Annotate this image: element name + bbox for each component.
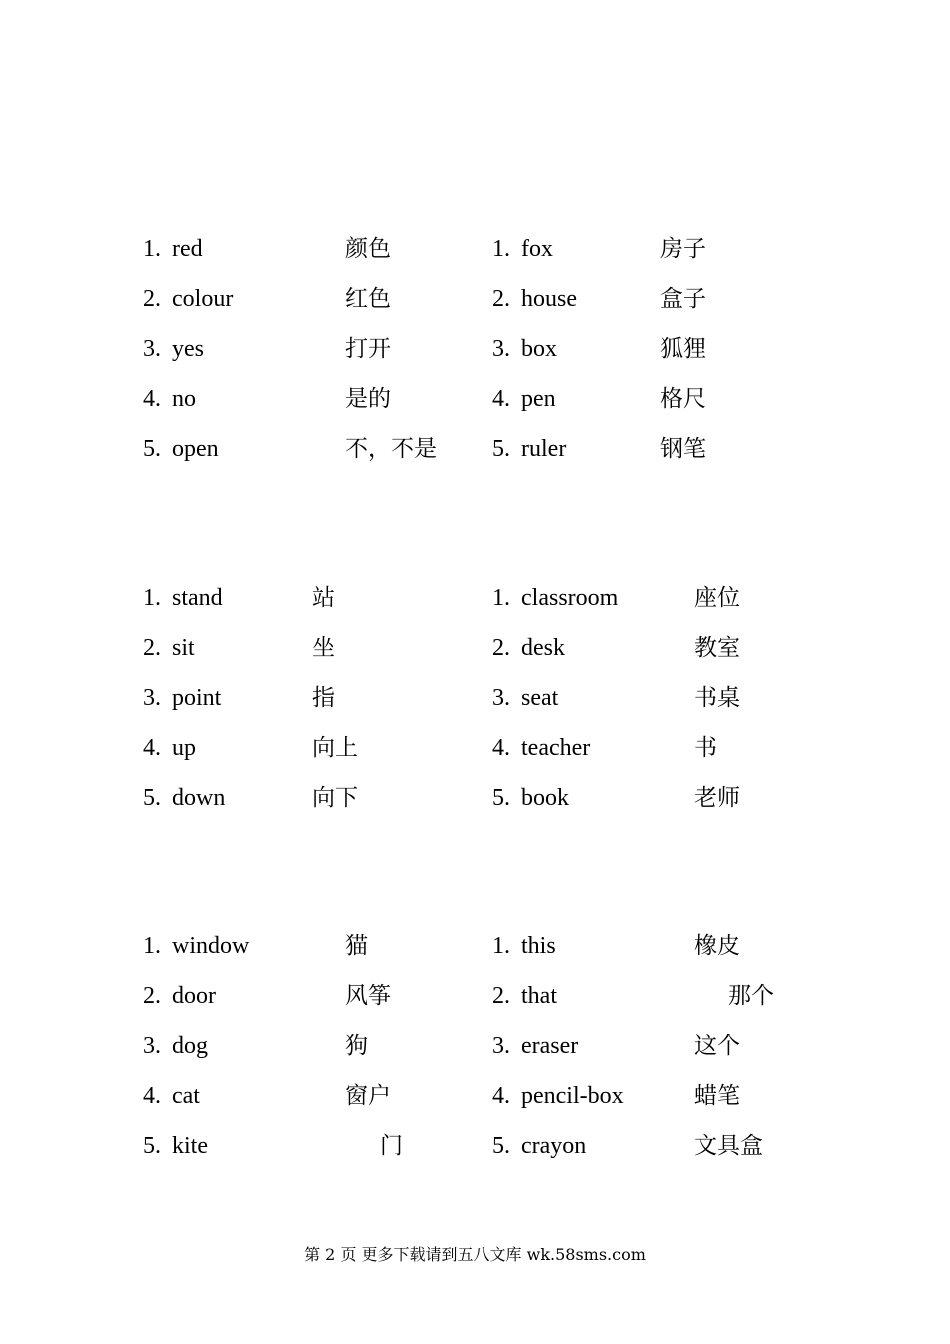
english-word: house bbox=[521, 286, 577, 312]
item-number: 4. bbox=[143, 1083, 161, 1109]
chinese-meaning: 教室 bbox=[694, 635, 740, 661]
chinese-meaning: 盒子 bbox=[660, 286, 706, 312]
chinese-meaning: 这个 bbox=[694, 1033, 740, 1059]
chinese-meaning: 狗 bbox=[345, 1033, 368, 1059]
chinese-meaning: 不，不是 bbox=[345, 436, 437, 462]
chinese-meaning: 那个 bbox=[728, 983, 774, 1009]
english-word: up bbox=[172, 735, 196, 761]
item-number: 5. bbox=[492, 436, 510, 462]
english-word: colour bbox=[172, 286, 234, 312]
item-number: 1. bbox=[143, 933, 161, 959]
english-word: teacher bbox=[521, 735, 591, 761]
english-word: yes bbox=[172, 336, 204, 362]
item-number: 4. bbox=[143, 386, 161, 412]
english-word: down bbox=[172, 785, 226, 811]
item-number: 1. bbox=[492, 933, 510, 959]
english-word: seat bbox=[521, 685, 559, 711]
item-number: 1. bbox=[143, 236, 161, 262]
chinese-meaning: 老师 bbox=[694, 785, 740, 811]
english-word: open bbox=[172, 436, 219, 462]
item-number: 4. bbox=[143, 735, 161, 761]
chinese-meaning: 门 bbox=[380, 1133, 403, 1159]
item-number: 1. bbox=[492, 585, 510, 611]
chinese-meaning: 是的 bbox=[345, 386, 391, 412]
english-word: door bbox=[172, 983, 216, 1009]
item-number: 4. bbox=[492, 735, 510, 761]
chinese-meaning: 文具盒 bbox=[694, 1133, 763, 1159]
english-word: fox bbox=[521, 236, 553, 262]
english-word: ruler bbox=[521, 436, 567, 462]
chinese-meaning: 风筝 bbox=[345, 983, 391, 1009]
english-word: eraser bbox=[521, 1033, 579, 1059]
item-number: 1. bbox=[143, 585, 161, 611]
item-number: 5. bbox=[492, 1133, 510, 1159]
item-number: 5. bbox=[143, 436, 161, 462]
item-number: 2. bbox=[143, 635, 161, 661]
chinese-meaning: 座位 bbox=[694, 585, 740, 611]
chinese-meaning: 狐狸 bbox=[660, 336, 706, 362]
chinese-meaning: 蜡笔 bbox=[694, 1083, 740, 1109]
english-word: classroom bbox=[521, 585, 619, 611]
page-footer: 第 2 页 更多下载请到五八文库 wk.58sms.com bbox=[304, 1245, 646, 1264]
chinese-meaning: 向上 bbox=[312, 735, 358, 761]
item-number: 3. bbox=[492, 1033, 510, 1059]
item-number: 3. bbox=[143, 1033, 161, 1059]
item-number: 1. bbox=[492, 236, 510, 262]
item-number: 5. bbox=[143, 1133, 161, 1159]
english-word: window bbox=[172, 933, 250, 959]
english-word: pencil-box bbox=[521, 1083, 624, 1109]
item-number: 2. bbox=[143, 983, 161, 1009]
chinese-meaning: 窗户 bbox=[345, 1083, 391, 1109]
chinese-meaning: 钢笔 bbox=[660, 436, 706, 462]
chinese-meaning: 指 bbox=[312, 685, 335, 711]
english-word: dog bbox=[172, 1033, 208, 1059]
item-number: 5. bbox=[492, 785, 510, 811]
item-number: 3. bbox=[143, 336, 161, 362]
item-number: 3. bbox=[492, 685, 510, 711]
english-word: that bbox=[521, 983, 557, 1009]
chinese-meaning: 坐 bbox=[312, 635, 335, 661]
item-number: 2. bbox=[143, 286, 161, 312]
chinese-meaning: 红色 bbox=[345, 286, 391, 312]
english-word: no bbox=[172, 386, 196, 412]
chinese-meaning: 颜色 bbox=[345, 236, 391, 262]
english-word: sit bbox=[172, 635, 195, 661]
chinese-meaning: 打开 bbox=[345, 336, 391, 362]
english-word: crayon bbox=[521, 1133, 587, 1159]
english-word: desk bbox=[521, 635, 565, 661]
chinese-meaning: 向下 bbox=[312, 785, 358, 811]
english-word: cat bbox=[172, 1083, 200, 1109]
chinese-meaning: 书桌 bbox=[694, 685, 740, 711]
item-number: 4. bbox=[492, 1083, 510, 1109]
english-word: stand bbox=[172, 585, 223, 611]
chinese-meaning: 书 bbox=[694, 735, 717, 761]
item-number: 3. bbox=[492, 336, 510, 362]
english-word: this bbox=[521, 933, 556, 959]
english-word: kite bbox=[172, 1133, 208, 1159]
english-word: red bbox=[172, 236, 203, 262]
chinese-meaning: 格尺 bbox=[660, 386, 706, 412]
item-number: 2. bbox=[492, 983, 510, 1009]
item-number: 2. bbox=[492, 286, 510, 312]
english-word: book bbox=[521, 785, 569, 811]
item-number: 4. bbox=[492, 386, 510, 412]
chinese-meaning: 站 bbox=[312, 585, 335, 611]
english-word: point bbox=[172, 685, 222, 711]
item-number: 3. bbox=[143, 685, 161, 711]
item-number: 2. bbox=[492, 635, 510, 661]
chinese-meaning: 橡皮 bbox=[694, 933, 740, 959]
english-word: pen bbox=[521, 386, 556, 412]
item-number: 5. bbox=[143, 785, 161, 811]
english-word: box bbox=[521, 336, 557, 362]
chinese-meaning: 房子 bbox=[660, 236, 706, 262]
chinese-meaning: 猫 bbox=[345, 933, 368, 959]
